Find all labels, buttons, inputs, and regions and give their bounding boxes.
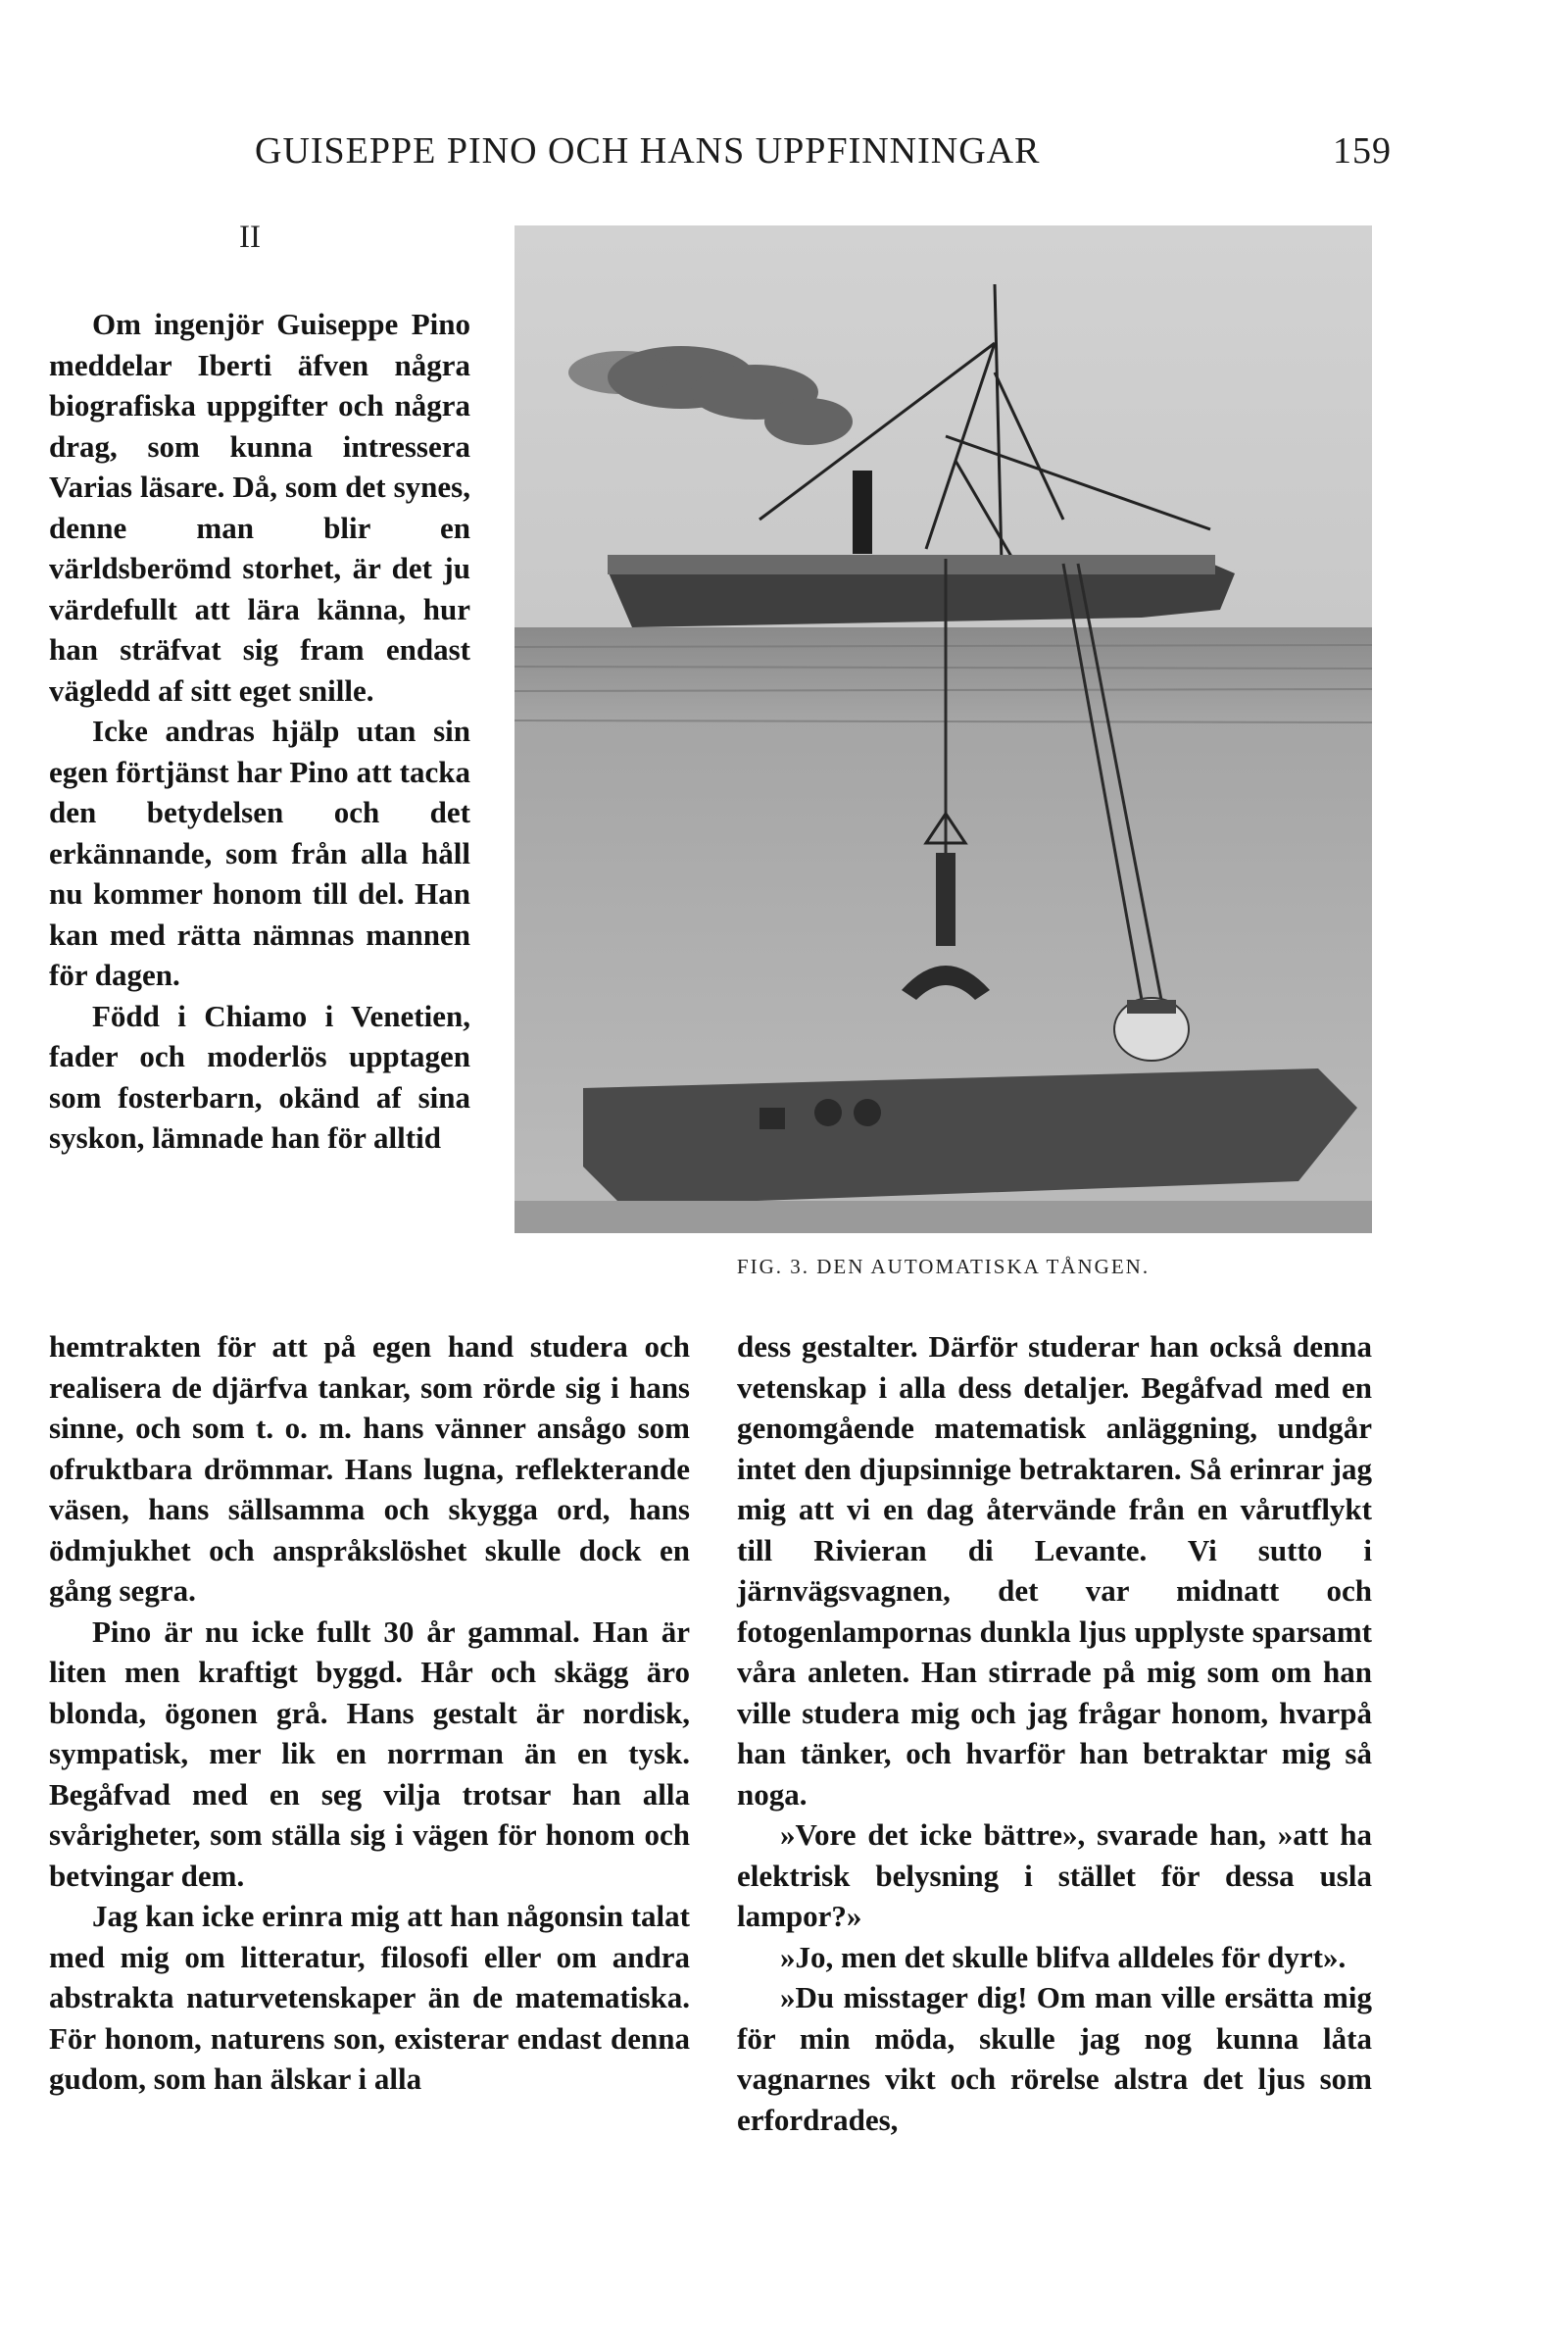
text-column-left: [49, 1326, 690, 2100]
paragraph: Född i Chiamo i Venetien, fader och moderlös upptagen som fosterbarn, okänd af sina syskon, lämnade han för alltid: [49, 998, 470, 1155]
paragraph: Jag kan icke erinra mig att han någonsin talat med mig om litteratur, filosofi eller om andra abstrakta naturvetenskaper än de matematiska. För honom, naturens son, existerar endast denna gudom, som han älskar i alla: [49, 1899, 690, 2096]
text-column-right: [737, 1326, 1372, 2140]
paragraph: Pino är nu icke fullt 30 år gammal. Han är liten men kraftigt byggd. Hår och skägg äro blonda, ögonen grå. Hans gestalt är nordisk, sympatisk, mer lik en norrman än en tysk. Begåfvad med en seg vilja trotsar han alla svårigheter, som ställa sig i vägen för honom och betvingar dem.: [49, 1614, 690, 1893]
paragraph: »Jo, men det skulle blifva alldeles för dyrt».: [780, 1939, 1347, 1974]
figure-caption: FIG. 3. DEN AUTOMATISKA TÅNGEN.: [736, 1255, 1151, 1278]
paragraph: »Du misstager dig! Om man ville ersätta mig för min möda, skulle jag nog kunna låta vagnarnes vikt och rörelse alstra det ljus som erfordrades,: [737, 1980, 1372, 2137]
ship-submarine-illustration: [514, 225, 1372, 1233]
running-title: GUISEPPE PINO OCH HANS UPPFINNINGAR: [255, 130, 1041, 172]
paragraph: hemtrakten för att på egen hand studera och realisera de djärfva tankar, som rörde sig i hans sinne, och som t. o. m. hans vänner ansågo som ofruktbara drömmar. Hans lugna, reflekterande väsen, hans sällsamma och skygga ord, hans ödmjukhet och anspråkslöshet skulle dock en gång segra.: [49, 1329, 690, 1608]
figure-illustration: [514, 225, 1372, 1233]
text-column-narrow: [49, 304, 470, 1159]
ship-funnel: [853, 471, 872, 554]
paragraph: Icke andras hjälp utan sin egen förtjänst har Pino att tacka den betydelsen och det erkännande, som från alla håll nu kommer honom till del. Han kan med rätta nämnas mannen för dagen.: [49, 714, 470, 992]
ship-deck: [608, 555, 1215, 574]
seabed: [514, 1201, 1372, 1233]
page-number: 159: [1333, 130, 1392, 172]
paragraph: dess gestalter. Därför studerar han också denna vetenskap i alla dess detaljer. Begåfvad med en genomgående matematisk anläggning, undgår intet den djupsinnige betraktaren. Så erinrar jag mig att vi en dag återvände från en vårutflykt till Rivieran di Levante. Vi sutto i järnvägsvagnen, det var midnatt och fotogenlampornas dunkla ljus upplyste sparsamt våra anleten. Han stirrade på mig som om han ville studera mig och jag frågar honom, hvarpå han tänker, och hvarför han betraktar mig så noga.: [737, 1329, 1372, 1812]
paragraph: Om ingenjör Guiseppe Pino meddelar Iberti äfven några biografiska uppgifter och några drag, som kunna intressera Varias läsare. Då, som det synes, denne man blir en världsberömd storhet, är det ju värdefullt att lära känna, hur han sträfvat sig fram endast vägledd af sitt eget snille.: [49, 307, 470, 708]
section-heading: II: [239, 220, 261, 255]
diving-bell: [1114, 998, 1189, 1061]
running-header: [255, 129, 1392, 188]
paragraph: »Vore det icke bättre», svarade han, »att ha elektrisk belysning i stället för dessa usla lampor?»: [737, 1817, 1372, 1933]
